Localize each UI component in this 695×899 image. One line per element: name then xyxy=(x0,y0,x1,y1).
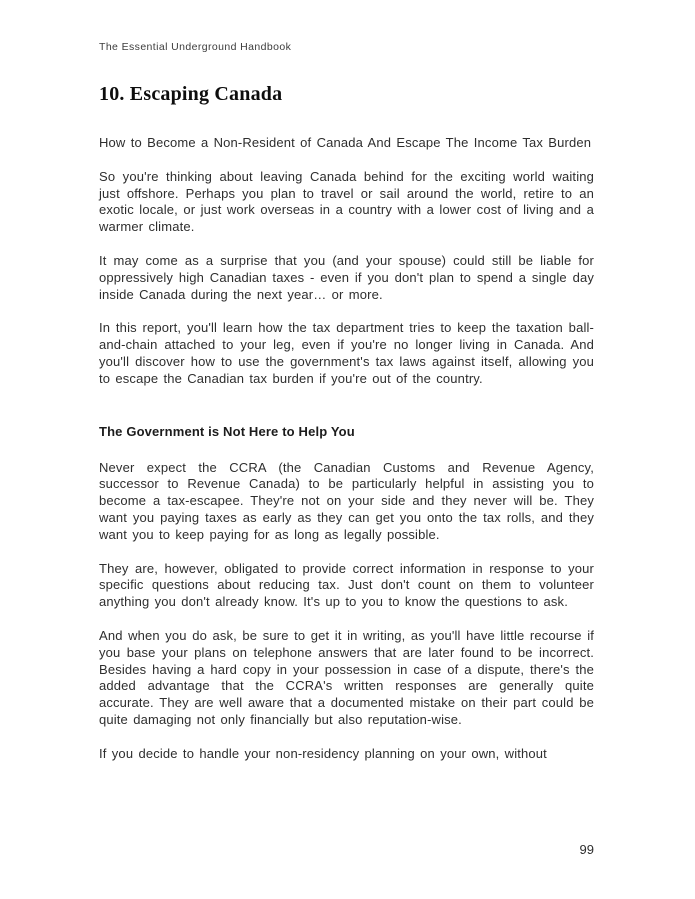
section-heading: The Government is Not Here to Help You xyxy=(99,423,355,439)
intro-paragraph-2: It may come as a surprise that you (and your spouse) could still be liable for oppressively high Canadian taxes - even if you don't plan to spend a single day inside Canada during the next year… or more. xyxy=(99,252,594,302)
section-paragraph-4: If you decide to handle your non-residency planning on your own, without xyxy=(99,745,547,761)
page-number: 99 xyxy=(579,842,594,857)
chapter-subtitle: How to Become a Non-Resident of Canada And Escape The Income Tax Burden xyxy=(99,135,592,150)
section-paragraph-1: Never expect the CCRA (the Canadian Customs and Revenue Agency, successor to Revenue Canada) to be particularly helpful in assisting you to become a tax-escapee. They're not on your side and they never will be. They want you paying taxes as early as they can get you onto the tax rolls, and they want you to keep paying for as long as legally possible. xyxy=(99,459,594,542)
section-paragraph-3: And when you do ask, be sure to get it in writing, as you'll have little recourse if you base your plans on telephone answers that are later found to be incorrect. Besides having a hard copy in your possession in case of a dispute, there's the added advantage that the CCRA's written responses are generally quite accurate. They are well aware that a documented mistake on their part could be quite damaging not only financially but also reputation-wise. xyxy=(99,627,594,727)
page-content xyxy=(99,0,594,763)
intro-paragraph-1: So you're thinking about leaving Canada behind for the exciting world waiting just offshore. Perhaps you plan to travel or sail around the world, retire to an exotic locale, or just work overseas in a country with a lower cost of living and a warmer climate. xyxy=(99,168,594,235)
chapter-title: 10. Escaping Canada xyxy=(99,83,283,105)
intro-paragraph-3: In this report, you'll learn how the tax department tries to keep the taxation ball-and-chain attached to your leg, even if you're no longer living in Canada. And you'll discover how to use the government's tax laws against itself, allowing you to escape the Canadian tax burden if you're out of the country. xyxy=(99,320,594,386)
running-header: The Essential Underground Handbook xyxy=(99,41,292,53)
section-paragraph-2: They are, however, obligated to provide correct information in response to your specific questions about reducing tax. Just don't count on them to volunteer anything you don't already know. It's up to you to know the questions to ask. xyxy=(99,560,594,610)
